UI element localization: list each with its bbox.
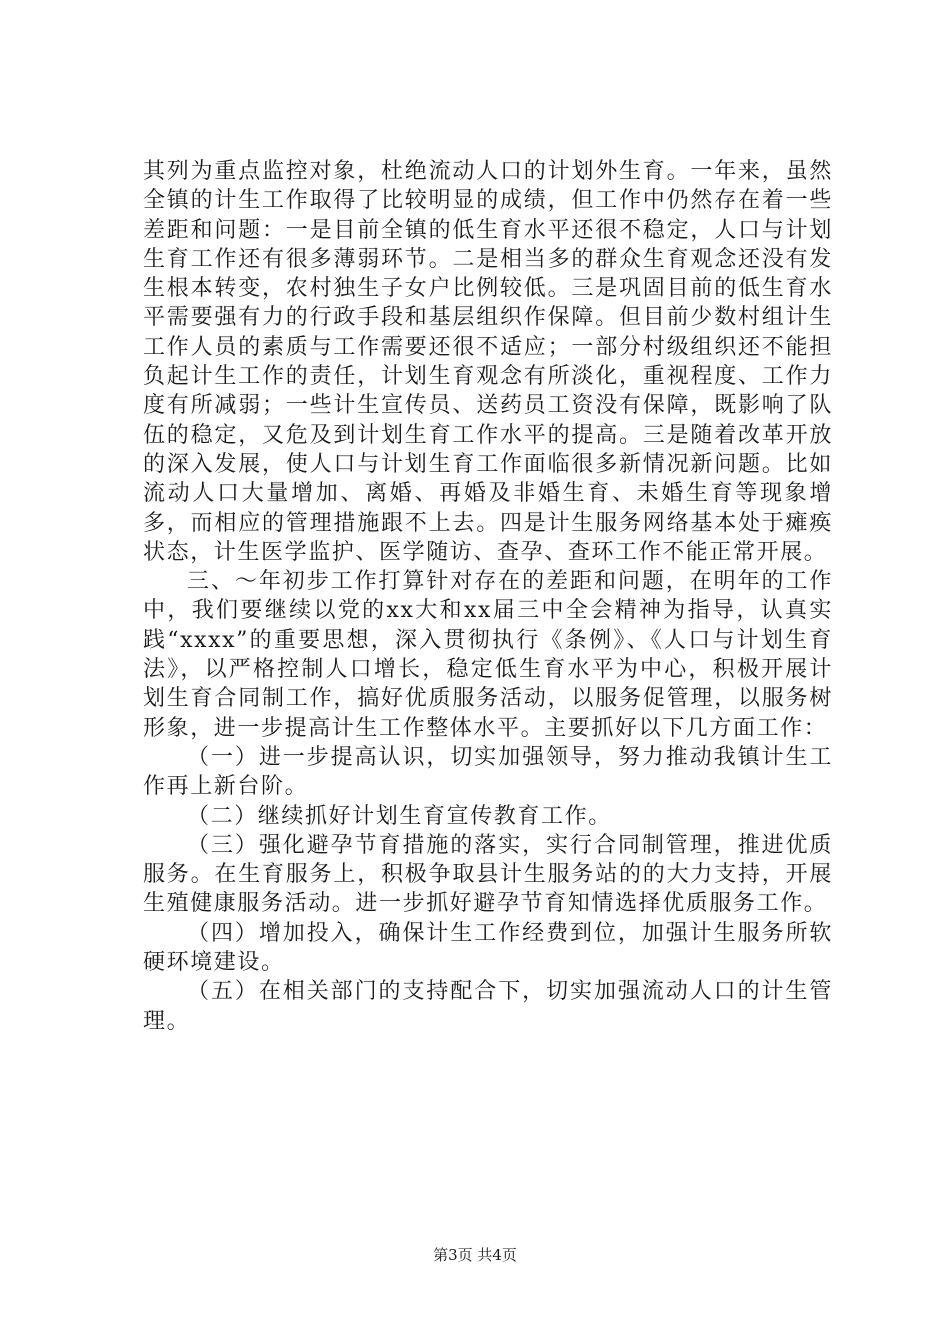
list-item-four: （四）增加投入，确保计生工作经费到位，加强计生服务所软硬环境建设。 xyxy=(143,920,833,976)
page-number-footer: 第3页 共4页 xyxy=(433,1246,517,1264)
paragraph-section-three: 三、～年初步工作打算针对存在的差距和问题，在明年的工作中，我们要继续以党的xx大和xx届三中全会精神为指导，认真实践“xxxx”的重要思想，深入贯彻执行《条例》、《人口与计划生育法》，以严格控制人口增长，稳定低生育水平为中心，积极开展计划生育合同制工作，搞好优质服务活动，以服务促管理，以服务树形象，进一步提高计生工作整体水平。主要抓好以下几方面工作： xyxy=(143,569,833,741)
paragraph-continuation: 其列为重点监控对象，杜绝流动人口的计划外生育。一年来，虽然全镇的计生工作取得了比较明显的成绩，但工作中仍然存在着一些差距和问题：一是目前全镇的低生育水平还很不稳定，人口与计划生育工作还有很多薄弱环节。二是相当多的群众生育观念还没有发生根本转变，农村独生子女户比例较低。三是巩固目前的低生育水平需要强有力的行政手段和基层组织作保障。但目前少数村组计生工作人员的素质与工作需要还很不适应；一部分村级组织还不能担负起计生工作的责任，计划生育观念有所淡化，重视程度、工作力度有所减弱；一些计生宣传员、送药员工资没有保障，既影响了队伍的稳定，又危及到计划生育工作水平的提高。三是随着改革开放的深入发展，使人口与计划生育工作面临很多新情况新问题。比如流动人口大量增加、离婚、再婚及非婚生育、未婚生育等现象增多，而相应的管理措施跟不上去。四是计生服务网络基本处于瘫痪状态，计生医学监护、医学随访、查孕、查环工作不能正常开展。 xyxy=(143,159,833,565)
list-item-five: （五）在相关部门的支持配合下，切实加强流动人口的计生管理。 xyxy=(143,979,833,1034)
document-body xyxy=(143,157,833,1036)
list-item-two: （二）继续抓好计划生育宣传教育工作。 xyxy=(187,803,612,829)
list-item-one: （一）进一步提高认识，切实加强领导，努力推动我镇计生工作再上新台阶。 xyxy=(143,744,833,800)
list-item-three: （三）强化避孕节育措施的落实，实行合同制管理，推进优质服务。在生育服务上，积极争取县计生服务站的的大力支持，开展生殖健康服务活动。进一步抓好避孕节育知情选择优质服务工作。 xyxy=(143,832,833,917)
